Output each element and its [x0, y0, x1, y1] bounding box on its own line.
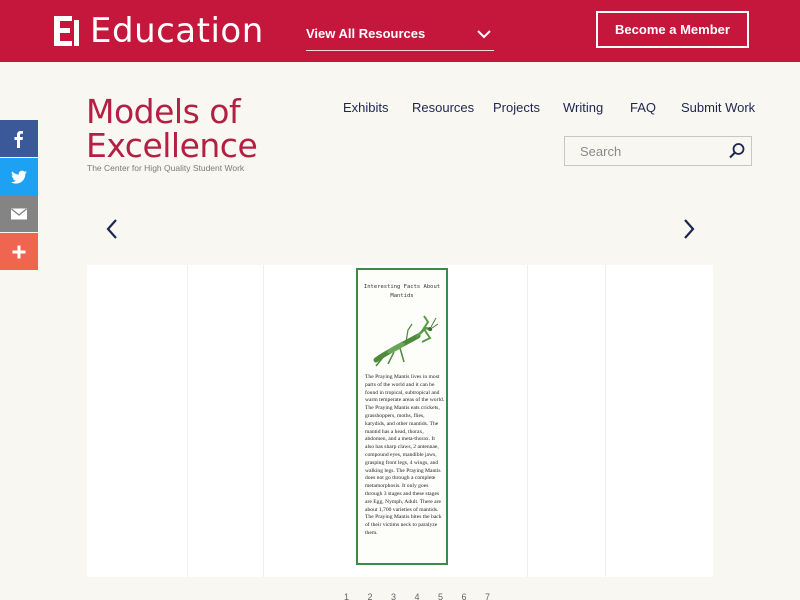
- search-input[interactable]: [565, 137, 725, 165]
- view-all-resources-dropdown[interactable]: [306, 18, 494, 51]
- search-icon[interactable]: [728, 142, 746, 160]
- carousel-pager[interactable]: 1 2 3 4 5 6 7: [344, 592, 499, 600]
- search-box: [564, 136, 752, 166]
- el-logo-icon: [50, 14, 82, 48]
- twitter-icon: [10, 168, 28, 186]
- carousel-prev-arrow-icon[interactable]: [101, 217, 125, 241]
- nav-item-writing[interactable]: Writing: [563, 100, 604, 115]
- bookmark-text: The Praying Mantis lives in most parts of the world and it can be found in tropical, subtropical and warm temperate areas of the world. The Praying Mantis eats crickets, grasshoppers, moths, flies, katydids, and other mantids. The mantid has a head, thorax, abdomen, and a meta-thorax. It also has sharp claws, 2 antennae, compound eyes, mandible jaws, grasping front legs, 4 wings, and walking legs. The Praying Mantis does not go through a complete metamorphosis. It only goes through 3 stages and these stages are Egg, Nymph, Adult. There are about 1,700 varieties of mantids. The Praying Mantis bites the back of their victims neck to paralyze them.: [365, 374, 445, 536]
- email-share-button[interactable]: [0, 195, 38, 232]
- carousel-next-arrow-icon[interactable]: [676, 217, 700, 241]
- become-member-button[interactable]: Become a Member: [596, 11, 749, 48]
- student-work-bookmark: [356, 268, 448, 565]
- nav-item-projects[interactable]: Projects: [493, 100, 540, 115]
- logo-title-line2: Excellence: [86, 126, 258, 165]
- bookmark-title: Interesting Facts About Mantids: [363, 284, 441, 299]
- nav-item-faq[interactable]: FAQ: [630, 100, 657, 115]
- chevron-down-icon: [476, 26, 492, 42]
- resources-dropdown-label: View All Resources: [306, 26, 426, 41]
- logo-subtitle: The Center for High Quality Student Work: [87, 163, 245, 173]
- nav-item-resources[interactable]: Resources: [412, 100, 475, 115]
- logo-title-line1: Models of: [86, 92, 241, 131]
- praying-mantis-illustration: [370, 310, 440, 368]
- brand-logo[interactable]: [50, 12, 264, 50]
- facebook-share-button[interactable]: [0, 120, 38, 157]
- facebook-icon: [10, 130, 28, 148]
- main-nav: [0, 100, 800, 116]
- slide-divider: [527, 265, 528, 577]
- carousel-slide[interactable]: [87, 265, 713, 577]
- plus-icon: [10, 243, 28, 261]
- slide-divider: [263, 265, 264, 577]
- slide-divider: [187, 265, 188, 577]
- nav-item-submit-work[interactable]: Submit Work: [681, 100, 756, 115]
- twitter-share-button[interactable]: [0, 158, 38, 195]
- more-share-button[interactable]: [0, 233, 38, 270]
- brand-name: Education: [90, 11, 264, 51]
- email-icon: [10, 205, 28, 223]
- top-bar: [0, 0, 800, 62]
- slide-divider: [605, 265, 606, 577]
- nav-item-exhibits[interactable]: Exhibits: [343, 100, 389, 115]
